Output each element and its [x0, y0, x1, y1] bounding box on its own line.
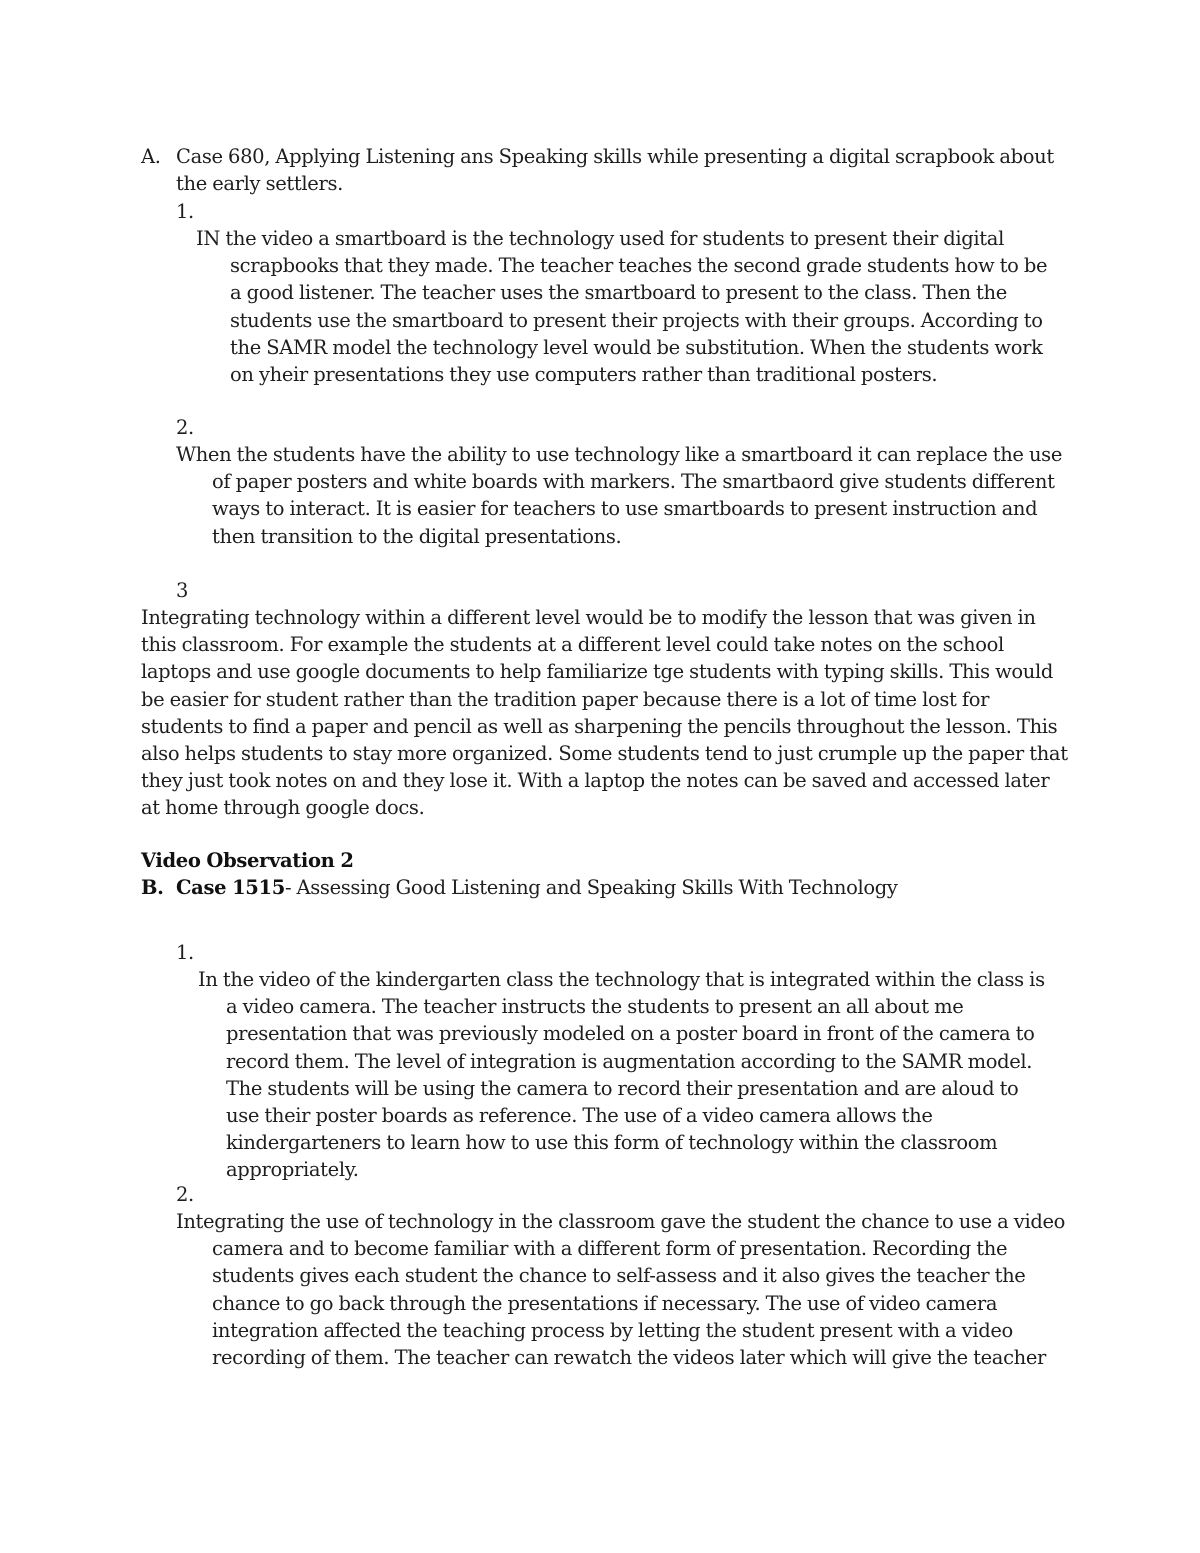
section-a-q3-answer: Integrating technology within a different level would be to modify the lesson that was given in this classroom. For example the students at a different level could take notes on the school laptops and use google documents to help familiarize tge students with typing skills. This would be easier for student rather than the tradition paper because there is a lot of time lost for students to find a paper and pencil as well as sharpening the pencils throughout the lesson. This also helps students to stay more organized. Some students tend to just crumple up the paper that they just took notes on and they lose it. With a laptop the notes can be saved and accessed later at home through google docs.	[141, 606, 1068, 820]
section-b-q2-answer: Integrating the use of technology in the classroom gave the student the chance to use a video camera and to become familiar with a different form of presentation. Recording the students gives each student the chance to self-assess and it also gives the teacher the chance to go back through the presentations if necessary. The use of video camera integration affected the teaching process by letting the student present with a video recording of them. The teacher can rewatch the videos later which will give the teacher	[176, 1210, 1066, 1370]
section-a-q1-answer: IN the video a smartboard is the technology used for students to present their digital scrapbooks that they made. The teacher teaches the second grade students how to be a good listener. The teacher uses the smartboard to present to the class. Then the students use the smartboard to present their projects with their groups. According to the SAMR model the technology level would be substitution. When the students work on yheir presentations they use computers rather than traditional posters.	[196, 227, 1048, 387]
section-a-title: Case 680, Applying Listening ans Speaking skills while presenting a digital scrapbook about the early settlers.	[176, 145, 1054, 196]
video-observation-heading: Video Observation 2	[141, 849, 354, 872]
case-title: - Assessing Good Listening and Speaking Skills With Technology	[284, 876, 898, 899]
section-a-q2-answer: When the students have the ability to use technology like a smartboard it can replace the use of paper posters and white boards with markers. The smartbaord give students different ways to interact. It is easier for teachers to use smartboards to present instruction and then transition to the digital presentations.	[176, 443, 1063, 548]
case-label: Case 1515	[176, 876, 285, 899]
section-a-q1-number: 1.	[176, 200, 194, 223]
section-b-q1-answer: In the video of the kindergarten class the technology that is integrated within the class is a video camera. The teacher instructs the students to present an all about me presentation that was previously modeled on a poster board in front of the camera to record them. The level of integration is augmentation according to the SAMR model. The students will be using the camera to record their presentation and are aloud to use their poster boards as reference. The use of a video camera allows the kindergarteners to learn how to use this form of technology within the classroom appropriately.	[198, 968, 1045, 1182]
section-b-marker-text: B.	[141, 876, 164, 899]
section-b-marker	[141, 874, 164, 901]
section-a-q2-number: 2.	[176, 416, 194, 439]
section-b-q1-number: 1.	[176, 941, 194, 964]
section-b-q2-number: 2.	[176, 1183, 194, 1206]
section-a-q3-number: 3	[176, 579, 189, 602]
section-a-marker: A.	[141, 145, 161, 168]
section-b-heading	[141, 847, 354, 874]
section-b-title	[176, 874, 1076, 901]
